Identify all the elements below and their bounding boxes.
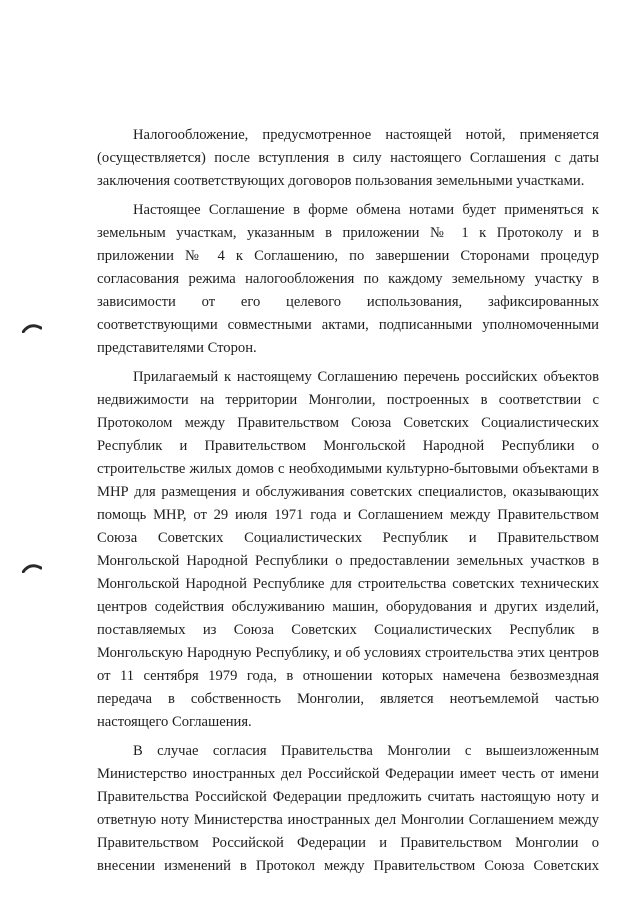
paragraph-taxation: Налогообложение, предусмотренное настоящей нотой, применяется (осуществляется) после вступления в силу настоящего Соглашения с даты заключения соответствующих договоров пользования земельными участками. bbox=[97, 127, 599, 189]
document-body bbox=[97, 124, 599, 878]
punch-hole-mark bbox=[22, 323, 42, 333]
paragraph-land-plots: Настоящее Соглашение в форме обмена нотами будет применяться к земельным участкам, указанным в приложении № 1 к Протоколу и в приложении № 4 к Соглашению, по завершении Сторонами процедур согласования режима налогообложения по каждому земельному участку в зависимости от его целевого использования, зафиксированных соответствующими совместными актами, подписанными уполномоченными представителями Сторон. bbox=[97, 202, 599, 356]
punch-hole-mark bbox=[22, 563, 42, 573]
paragraph-property-list: Прилагаемый к настоящему Соглашению перечень российских объектов недвижимости на территории Монголии, построенных в соответствии с Протоколом между Правительством Союза Советских Социалистических Республик и Правительством Монгольской Народной Республики о строительстве жилых домов с необходимыми культурно-бытовыми объектами в МНР для размещения и обслуживания советских специалистов, оказывающих помощь МНР, от 29 июля 1971 года и Соглашением между Правительством Союза Советских Социалистических Республик и Правительством Монгольской Народной Республики о предоставлении земельных участков в Монгольской Народной Республике для строительства советских технических центров содействия обслуживанию машин, оборудования и других изделий, поставляемых из Союза Советских Социалистических Республик в Монгольскую Народную Республику, и об условиях строительства этих центров от 11 сентября 1979 года, в отношении которых намечена безвозмездная передача в собственность Монголии, является неотъемлемой частью настоящего Соглашения. bbox=[97, 369, 599, 730]
paragraph-agreement-consent: В случае согласия Правительства Монголии с вышеизложенным Министерство иностранных дел Российской Федерации имеет честь от имени Правительства Российской Федерации предложить считать настоящую ноту и ответную ноту Министерства иностранных дел Монголии Соглашением между Правительством Российской Федерации и Правительством Монголии о внесении изменений в Протокол между Правительством Союза Советских bbox=[97, 743, 599, 874]
